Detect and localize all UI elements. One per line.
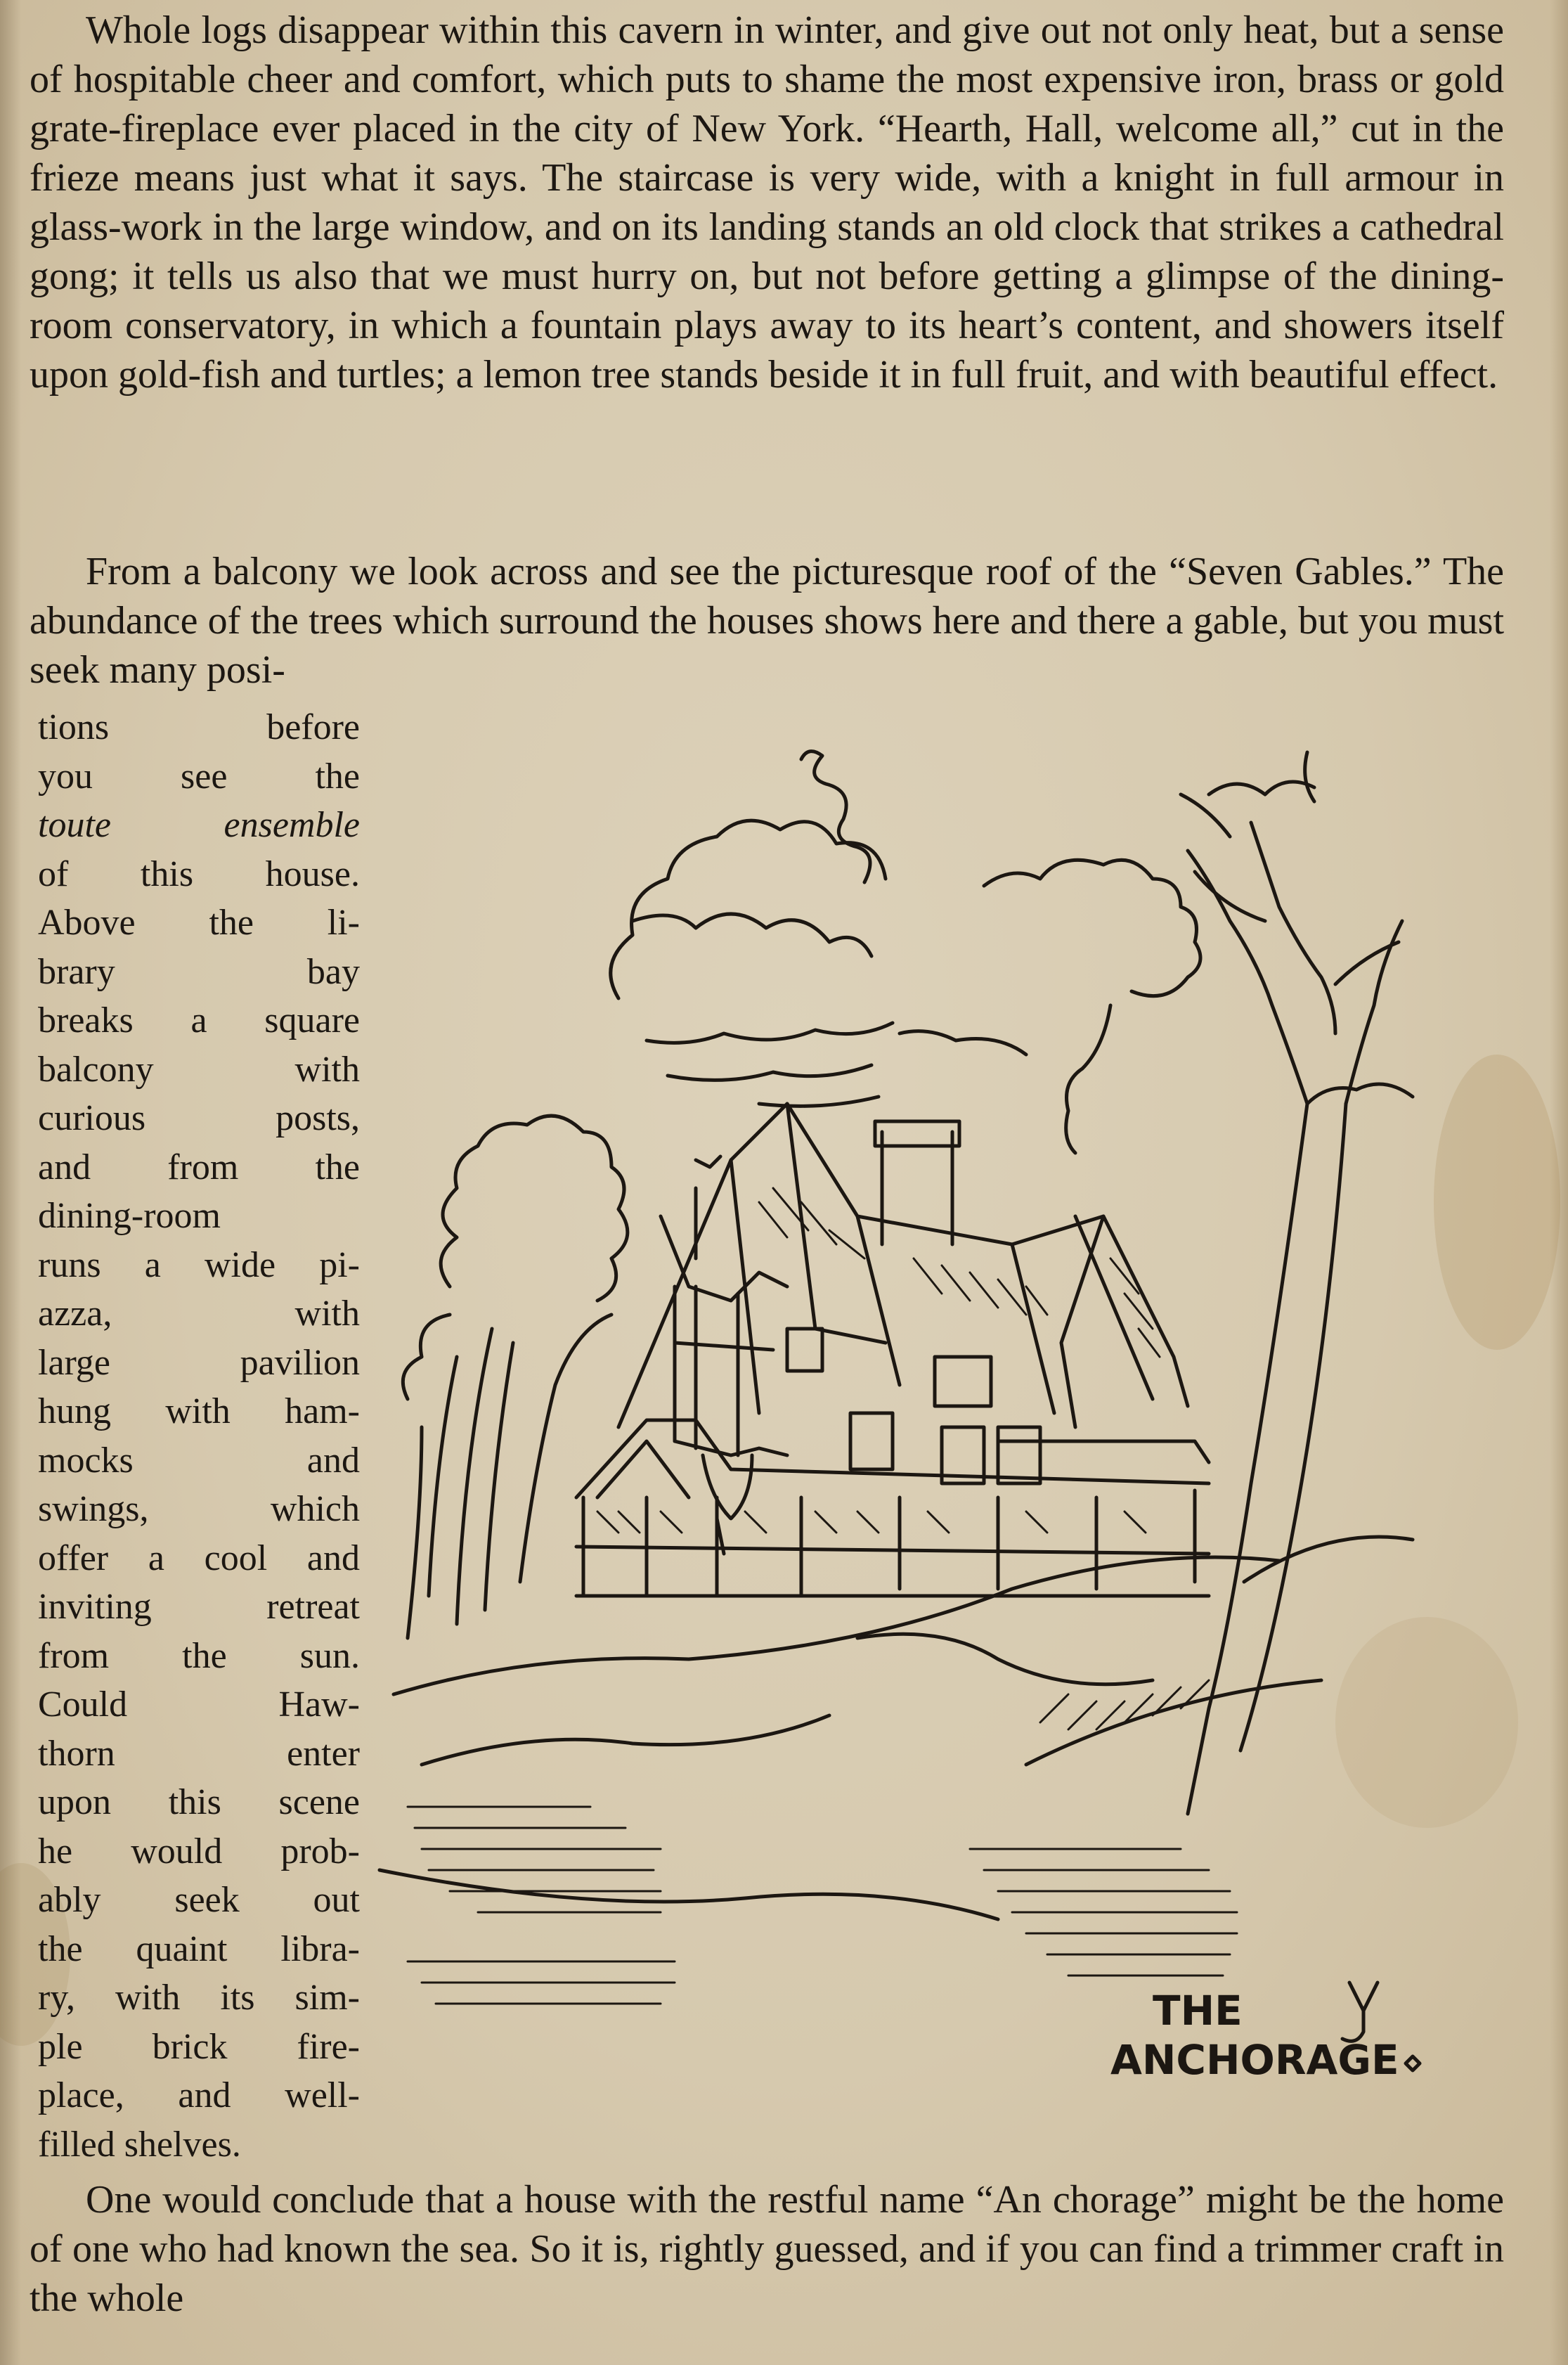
column-line: and from the <box>38 1147 360 1187</box>
column-line: runs a wide pi- <box>38 1244 360 1285</box>
column-line: filled shelves. <box>38 2124 241 2165</box>
column-line: Could Haw- <box>38 1684 360 1725</box>
illustration-caption-line1: THE <box>1153 1987 1243 2035</box>
column-line: large pavilion <box>38 1342 360 1383</box>
illustration-caption-line2: ANCHORAGE <box>1110 2036 1399 2084</box>
monogram-icon <box>1342 1983 1378 2041</box>
tree-right <box>1181 794 1413 1814</box>
column-line: dining-room <box>38 1196 221 1236</box>
column-line: swings, which <box>38 1489 360 1529</box>
column-line: he would prob- <box>38 1831 360 1871</box>
paragraph-hearth: Whole logs disappear within this cavern in winter, and give out not only heat, but a sense of hospitable cheer and comfort, which puts to shame the most expensive iron, brass or gold grate-fireplace ever placed in the city of New York. “Hearth, Hall, welcome all,” cut in the frieze means just what it says. The staircase is very wide, with a knight in full armour in glass-work in the large window, and on its landing stands an old clock that strikes a cathedral gong; it tells us also that we must hurry on, but not before getting a glimpse of the dining-room conservatory, in which a fountain plays away to its heart’s content, and showers itself upon gold-fish and turtles; a lemon tree stands beside it in full fruit, and with beautiful effect. <box>30 8 1504 397</box>
column-line: ple brick fire- <box>38 2026 360 2067</box>
column-line: ry, with its sim- <box>38 1978 360 2018</box>
column-line: Above the li- <box>38 903 360 943</box>
column-line: inviting retreat <box>38 1587 360 1627</box>
column-line: you see the <box>38 756 360 797</box>
column-line: hung with ham- <box>38 1391 360 1431</box>
column-line: from the sun. <box>38 1635 360 1676</box>
narrow-text-column <box>38 703 360 2169</box>
column-line: balcony with <box>38 1049 360 1090</box>
column-line: offer a cool and <box>38 1538 360 1578</box>
column-line: place, and well- <box>38 2075 360 2115</box>
column-line: curious posts, <box>38 1098 360 1138</box>
tree-left <box>403 1116 628 1638</box>
column-line: breaks a square <box>38 1000 360 1040</box>
column-line-italic: toute ensemble <box>38 805 360 845</box>
column-line: tions before <box>38 707 360 747</box>
anchorage-house-illustration <box>365 710 1462 2137</box>
column-line: azza, with <box>38 1294 360 1334</box>
paragraph-balcony: From a balcony we look across and see the picturesque roof of the “Seven Gables.” The abundance of the trees which surround the houses shows here and there a gable, but you must seek many posi- <box>30 550 1504 692</box>
column-line: ably seek out <box>38 1880 360 1920</box>
column-line: brary bay <box>38 951 360 992</box>
column-line: mocks and <box>38 1440 360 1481</box>
column-line: of this house. <box>38 853 360 894</box>
column-line: upon this scene <box>38 1782 360 1822</box>
paragraph-anchorage: One would conclude that a house with the restful name “An chorage” might be the home of one who had known the sea. So it is, rightly guessed, and if you can find a trimmer craft in the whole <box>30 2178 1504 2320</box>
ornament-icon <box>1406 2056 1420 2070</box>
column-line: the quaint libra- <box>38 1928 360 1969</box>
column-line: thorn enter <box>38 1733 360 1774</box>
